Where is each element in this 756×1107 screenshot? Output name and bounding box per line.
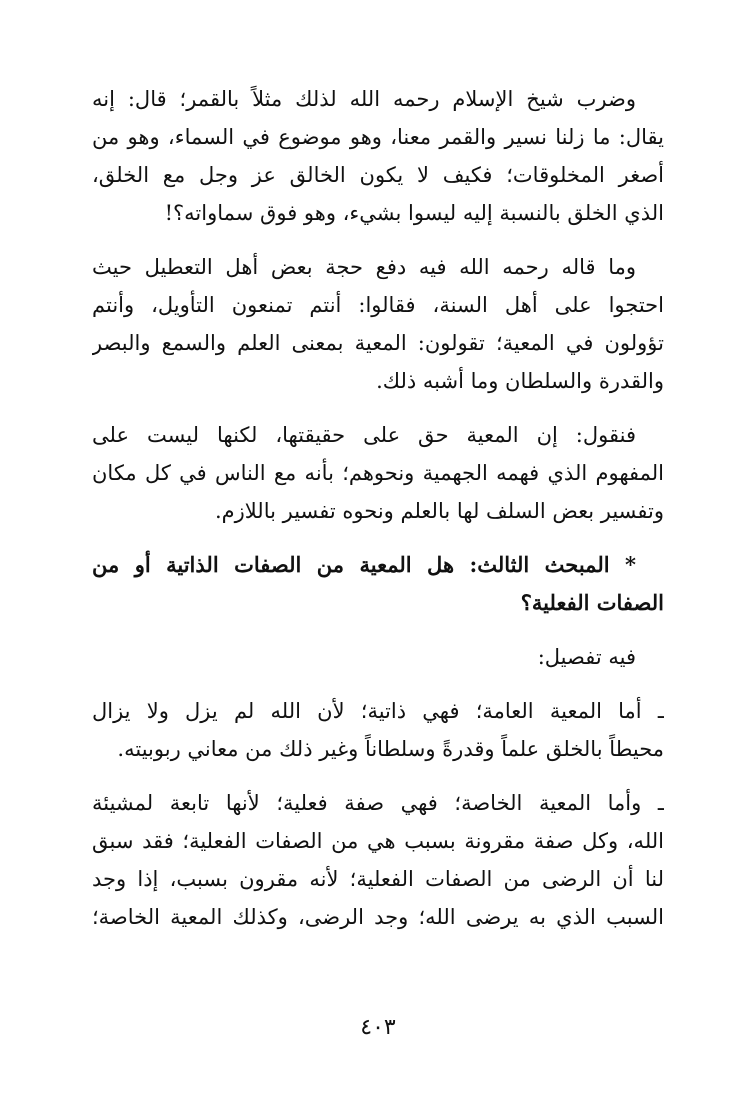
text-line: تؤولون في المعية؛ تقولون: المعية بمعنى العلم والسمع والبصر [92,331,664,355]
text-line: محيطاً بالخلق علماً وقدرةً وسلطاناً وغير ذلك من معاني ربوبيته. [117,737,664,761]
text-line: وتفسير بعض السلف لها بالعلم ونحوه تفسير باللازم. [214,499,664,523]
paragraph-general-maiyya [92,692,664,768]
text-line: وما قاله رحمه الله فيه دفع حجة بعض أهل التعطيل حيث [92,255,636,279]
page-number: ٤٠٣ [360,1015,396,1040]
text-line: الله، وكل صفة مقرونة بسبب هي من الصفات الفعلية؛ فقد سبق [92,829,664,853]
text-line: المفهوم الذي فهمه الجهمية ونحوهم؛ بأنه مع الناس في كل مكان [92,461,664,485]
paragraph-specific-maiyya [92,784,664,936]
text-line: لنا أن الرضى من الصفات الفعلية؛ لأنه مقرون بسبب، إذا وجد [92,867,664,891]
paragraph-moon-example [92,80,664,232]
heading-line: الصفات الفعلية؟ [520,590,664,615]
text-line: والقدرة والسلطان وما أشبه ذلك. [376,369,664,393]
text-line: احتجوا على أهل السنة، فقالوا: أنتم تمنعون التأويل، وأنتم [92,293,664,317]
text-line: يقال: ما زلنا نسير والقمر معنا، وهو موضوع في السماء، وهو من [92,125,664,149]
section-heading [92,546,664,622]
paragraph-detail-intro [92,638,664,676]
heading-line: * المبحث الثالث: هل المعية من الصفات الذاتية أو من [92,552,636,577]
text-line: فيه تفصيل: [537,645,636,669]
text-line: الذي الخلق بالنسبة إليه ليسوا بشيء، وهو فوق سماواته؟! [164,201,664,225]
text-line: وضرب شيخ الإسلام رحمه الله لذلك مثلاً بالقمر؛ قال: إنه [92,87,636,111]
paragraph-taatil-argument [92,248,664,400]
text-line: فنقول: إن المعية حق على حقيقتها، لكنها ليست على [92,423,636,447]
text-line: السبب الذي به يرضى الله؛ وجد الرضى، وكذلك المعية الخاصة؛ [92,905,664,929]
text-line: ـ وأما المعية الخاصة؛ فهي صفة فعلية؛ لأنها تابعة لمشيئة [92,791,664,815]
text-line: أصغر المخلوقات؛ فكيف لا يكون الخالق عز وجل مع الخلق، [92,163,664,187]
paragraph-response [92,416,664,530]
page-body [92,80,664,952]
text-line: ـ أما المعية العامة؛ فهي ذاتية؛ لأن الله لم يزل ولا يزال [92,699,664,723]
